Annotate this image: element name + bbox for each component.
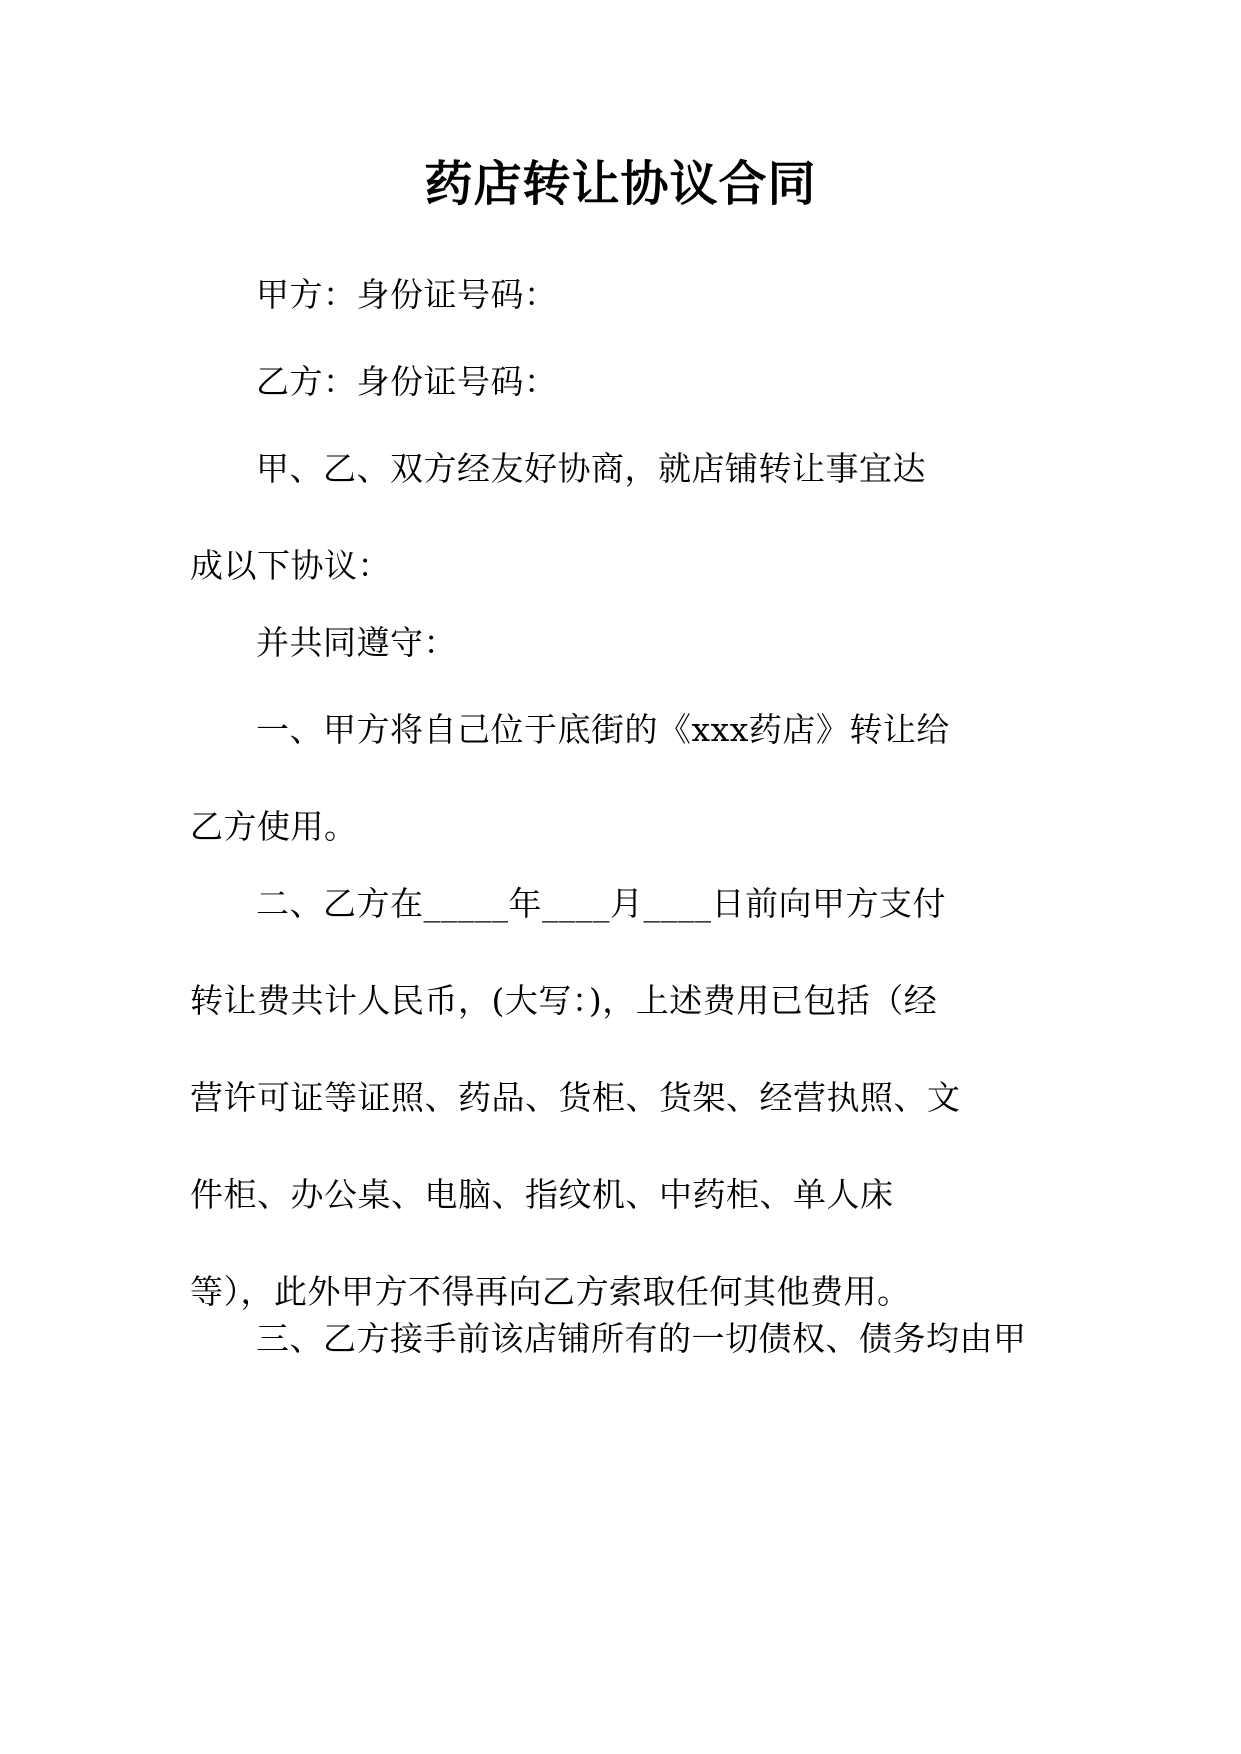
party-a-line: 甲方：身份证号码： <box>256 275 558 314</box>
agreement-intro: 甲、乙、双方经友好协商，就店铺转让事宜达成以下协议： <box>190 449 926 585</box>
clause-two: 二、乙方在_____年____月____日前向甲方支付转让费共计人民币，(大写：)，上述费用已包括（经营许可证等证照、药品、货柜、货架、经营执照、文件柜、办公桌、电脑、指纹机、中药柜、单人床等），此外甲方不得再向乙方索取任何其他费用。 <box>190 884 961 1311</box>
clause-one: 一、甲方将自己位于底街的《xxx药店》转让给乙方使用。 <box>190 710 950 846</box>
clause-three: 三、乙方接手前该店铺所有的一切债权、债务均由甲 <box>256 1319 1027 1358</box>
mutual-compliance: 并共同遵守： <box>256 623 457 662</box>
party-b-line: 乙方：身份证号码： <box>256 362 558 401</box>
document-title: 药店转让协议合同 <box>424 156 817 212</box>
